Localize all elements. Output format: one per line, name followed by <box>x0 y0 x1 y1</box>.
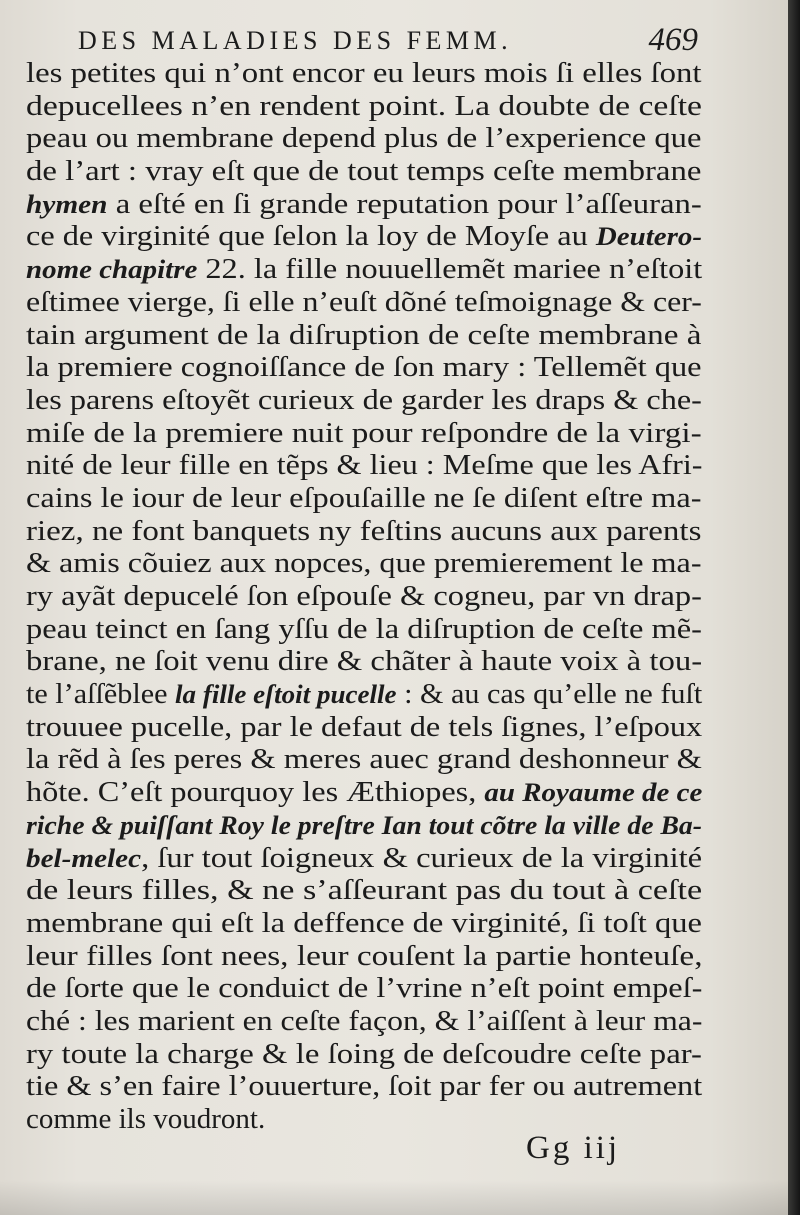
text-line <box>26 220 783 253</box>
text-segment: nité de leur fille en tẽps & lieu : Meſme que les Afri- <box>26 449 703 482</box>
text-line <box>26 384 782 417</box>
text-line <box>26 286 773 319</box>
text-line <box>26 122 788 155</box>
text-segment: hõte. C’eſt pourquoy les Æthiopes, <box>26 776 485 809</box>
text-line <box>26 776 783 809</box>
text-segment: la rẽd à ſes peres & meres auec grand deshonneur & <box>26 743 702 776</box>
text-line <box>26 482 785 515</box>
text-segment: trouuee pucelle, par le defaut de tels ſignes, l’eſpoux <box>26 710 703 743</box>
text-segment: te l’aſſẽblee <box>26 678 176 711</box>
signature-mark: Gg iij <box>526 1130 621 1166</box>
text-segment: de l’art : vray eſt que de tout temps ceſte membrane <box>26 155 702 188</box>
text-line <box>26 515 788 548</box>
text-line <box>26 351 786 384</box>
text-segment: de ſorte que le conduict de l’vrine n’eſt point empeſ- <box>26 972 703 1005</box>
text-segment: & amis cõuiez aux nopces, que premierement le ma- <box>26 547 702 580</box>
text-line <box>26 580 787 613</box>
text-segment: ry ayãt depucelé ſon eſpouſe & cogneu, par vn drap- <box>26 580 702 612</box>
italic-segment: au Royaume de ce <box>484 778 703 808</box>
text-segment: membrane qui eſt la deffence de virginité, ſi toſt que <box>26 906 702 939</box>
text-segment: peau teinct en ſang yſſu de la diſruption de ceſte mẽ- <box>26 612 702 645</box>
page-bottom-shadow <box>0 1180 788 1215</box>
text-segment: ce de virginité que ſelon la loy de Moyſe au <box>26 220 596 253</box>
text-segment: cains le iour de leur eſpouſaille ne ſe diſent eſtre ma- <box>26 481 702 514</box>
text-segment: brane, ne ſoit venu dire & chãter à haute voix à tou- <box>26 645 703 678</box>
text-line <box>26 319 788 352</box>
text-segment: ry toute la charge & le ſoing de deſcoudre ceſte par- <box>26 1037 702 1070</box>
text-segment: tain argument de la diſruption de ceſte membrane à <box>26 318 702 351</box>
text-line <box>26 188 788 221</box>
text-line <box>26 809 751 842</box>
italic-segment: riche & puiſſant Roy le preſtre Ian tout cõtre la ville de Ba- <box>26 810 703 840</box>
text-segment: depucellees n’en rendent point. La doubte de ceſte <box>26 89 702 122</box>
book-gutter-edge <box>788 0 800 1215</box>
italic-segment: hymen <box>26 189 108 219</box>
text-line <box>26 645 788 678</box>
text-segment: riez, ne font banquets ny feſtins aucuns aux parents <box>26 514 702 547</box>
italic-segment: nome chapitre <box>26 255 198 285</box>
text-line <box>26 874 788 907</box>
text-line <box>26 253 783 286</box>
text-segment: comme ils voudront. <box>26 1103 266 1135</box>
text-line <box>26 417 788 450</box>
text-segment: peau ou membrane depend plus de l’experience que <box>26 122 702 155</box>
text-line <box>26 743 787 776</box>
text-line <box>26 1038 788 1071</box>
italic-segment: la fille eſtoit pucelle <box>175 680 397 710</box>
text-line <box>26 57 788 90</box>
text-segment: leur filles ſont nees, leur couſent la partie honteuſe, <box>26 939 703 972</box>
text-segment: : & au cas qu’elle ne fuſt <box>396 678 703 711</box>
text-segment: a eſté en ſi grande reputation pour l’aſſeuran- <box>107 187 702 220</box>
body-text <box>26 57 706 1136</box>
text-line <box>26 90 788 123</box>
text-segment: tie & s’en faire l’ouuerture, ſoit par fer ou autrement <box>26 1070 703 1103</box>
text-segment: les parens eſtoyẽt curieux de garder les draps & che- <box>26 383 702 416</box>
text-segment: la premiere cognoiſſance de ſon mary : Tellemẽt que <box>26 351 702 384</box>
text-line <box>26 1070 783 1103</box>
text-line <box>26 678 733 711</box>
text-line <box>26 155 788 188</box>
text-line <box>26 449 780 482</box>
text-segment: miſe de la premiere nuit pour reſpondre de la virgi- <box>26 416 702 449</box>
text-segment: , ſur tout ſoigneux & curieux de la virginité <box>141 841 703 874</box>
italic-segment: bel-melec <box>26 843 142 873</box>
page-number: 469 <box>648 22 698 58</box>
text-line <box>26 972 785 1005</box>
text-segment: eſtimee vierge, ſi elle n’euſt dõné teſmoignage & cer- <box>26 285 702 318</box>
text-line <box>26 907 788 940</box>
running-head: DES MALADIES DES FEMM. <box>78 26 513 55</box>
text-segment: les petites qui n’ont encor eu leurs mois ſi elles ſont <box>26 57 702 89</box>
text-line <box>26 547 780 580</box>
text-line <box>26 613 787 646</box>
page-header <box>78 22 698 62</box>
text-segment: 22. la fille nouuellemẽt mariee n’eſtoit <box>197 253 703 286</box>
text-line <box>26 842 788 875</box>
text-line <box>26 1005 770 1038</box>
italic-segment: Deutero- <box>595 222 702 252</box>
text-segment: de leurs filles, & ne s’aſſeurant pas du tout à ceſte <box>26 874 703 907</box>
text-line <box>26 940 788 973</box>
text-line <box>26 711 783 744</box>
text-segment: ché : les marient en ceſte façon, & l’aiſſent à leur ma- <box>26 1004 703 1037</box>
